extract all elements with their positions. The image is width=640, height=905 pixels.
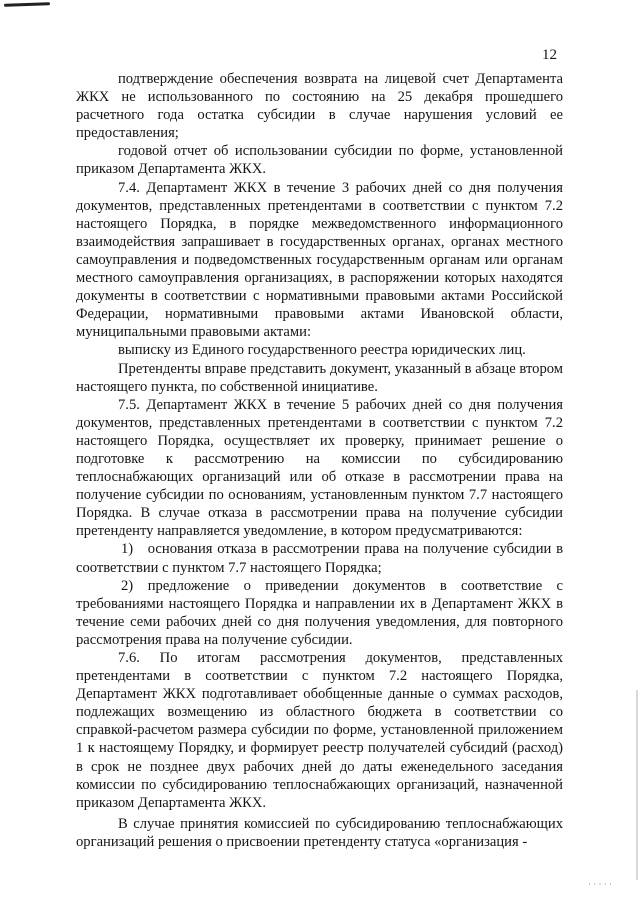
paragraph-7-6: 7.6. По итогам рассмотрения документов, представленных претендентами в соответствии с пунктом 7.2 настоящего Порядка, Департамент ЖКХ подготавливает обобщенные данные о суммах расходов, подлежащих возмещению из областного бюджета в соответствии со справкой-расчетом размера субсидии по форме, установленной приложением 1 к настоящему Порядку, и формирует реестр получателей субсидий (расход) в срок не позднее двух рабочих дней до даты еженедельного заседания комиссии по субсидированию теплоснабжающих организаций, назначенной приказом Департамента ЖКХ. (76, 650, 563, 811)
document-body (76, 70, 563, 851)
list-item-2: 2) предложение о приведении документов в соответствие с требованиями настоящего Порядка и направлении их в Департамент ЖКХ в течение семи рабочих дней со дня получения уведомления, для повторного рассмотрения права на получение субсидии. (76, 577, 563, 648)
paragraph-return-confirmation: подтверждение обеспечения возврата на лицевой счет Департамента ЖКХ не использованного по состоянию на 25 декабря прошедшего расчетного года остатка субсидии в случае нарушения условий ее предоставления; (76, 71, 563, 142)
page-number: 12 (542, 47, 557, 63)
paragraph-commission-decision: В случае принятия комиссией по субсидированию теплоснабжающих организаций решения о присвоении претенденту статуса «организация - (76, 815, 563, 850)
scan-edge-dots: · · · · · (588, 879, 612, 889)
paragraph-own-initiative: Претенденты вправе представить документ, указанный в абзаце втором настоящего пункта, по собственной инициативе. (76, 360, 563, 395)
scan-artifact-mark (4, 2, 50, 7)
list-item-1: 1) основания отказа в рассмотрении права на получение субсидии в соответствии с пунктом 7.7 настоящего Порядка; (76, 541, 563, 576)
paragraph-registry-extract: выписку из Единого государственного реестра юридических лиц. (118, 342, 526, 359)
paragraph-annual-report: годовой отчет об использовании субсидии по форме, установленной приказом Департамента ЖКХ. (76, 143, 563, 178)
paragraph-7-5: 7.5. Департамент ЖКХ в течение 5 рабочих дней со дня получения документов, представленных претендентами в соответствии с пунктом 7.2 настоящего Порядка, осуществляет их проверку, принимает решение о подготовке к рассмотрению на комиссии по субсидированию теплоснабжающих организаций или об отказе в рассмотрении права на получение субсидии по основаниям, установленным пунктом 7.7 настоящего Порядка. В случае отказа в рассмотрении права на получение субсидии претенденту направляется уведомление, в котором предусматриваются: (76, 396, 563, 540)
paragraph-7-4: 7.4. Департамент ЖКХ в течение 3 рабочих дней со дня получения документов, представленных претендентами в соответствии с пунктом 7.2 настоящего Порядка, в порядке межведомственного информационного взаимодействия запрашивает в государственных органах, органах местного самоуправления и подведомственных государственным органам или органам местного самоуправления организациях, в распоряжении которых находятся документы в соответствии с нормативными правовыми актами Российской Федерации, нормативными правовыми актами Ивановской области, муниципальными правовыми актами: (76, 179, 563, 341)
scan-page-edge (636, 690, 638, 880)
